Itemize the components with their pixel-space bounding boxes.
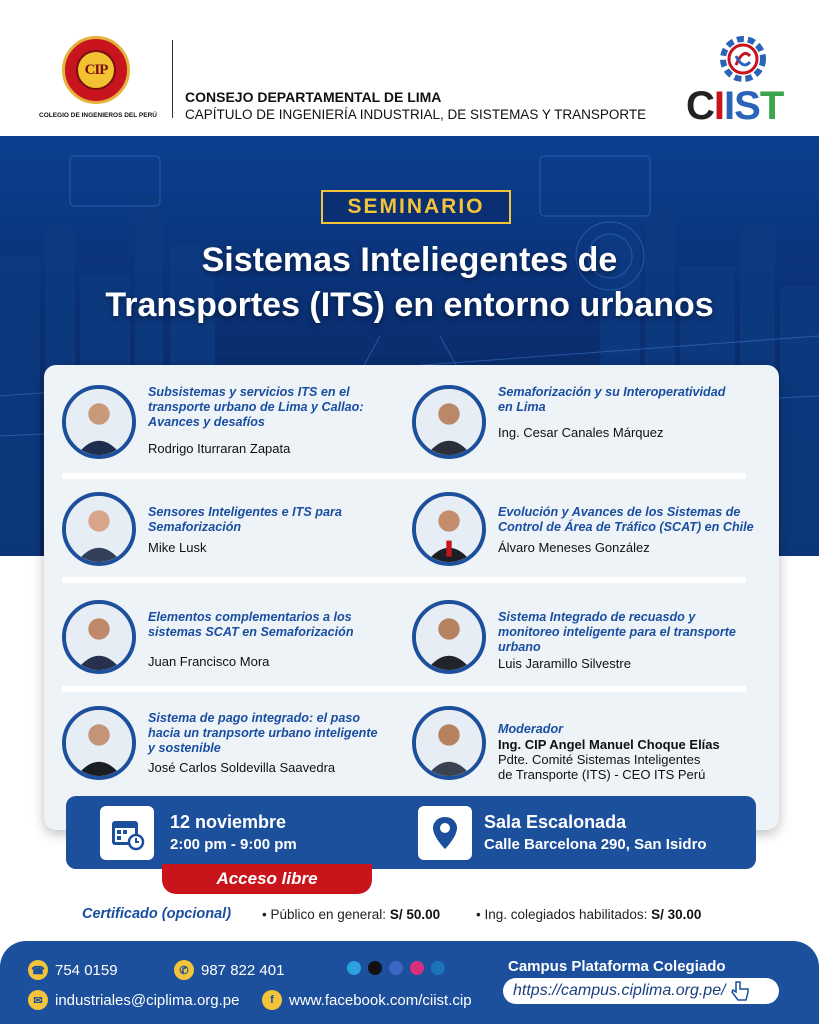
seal-text: CIP xyxy=(84,61,108,78)
divider xyxy=(172,40,173,118)
public-price-label: • Público en general: xyxy=(262,907,387,922)
speaker-photo xyxy=(62,385,136,459)
speaker-photo xyxy=(62,492,136,566)
facebook-icon[interactable] xyxy=(389,961,403,975)
speaker-name: Luis Jaramillo Silvestre xyxy=(498,656,631,671)
email-contact[interactable] xyxy=(28,990,239,1010)
speaker-card xyxy=(62,706,402,796)
talk-topic: Evolución y Avances de los Sistemas de Control de Área de Tráfico (SCAT) en Chile xyxy=(498,505,754,534)
telegram-icon[interactable] xyxy=(347,961,361,975)
instagram-icon[interactable] xyxy=(410,961,424,975)
speaker-name: José Carlos Soldevilla Saavedra xyxy=(148,760,336,775)
speaker-photo xyxy=(412,385,486,459)
phone-number: 754 0159 xyxy=(55,961,118,979)
moderator-role-line2: de Transporte (ITS) - CEO ITS Perú xyxy=(498,767,706,782)
speaker-photo xyxy=(412,492,486,566)
speaker-card xyxy=(412,492,752,582)
public-price xyxy=(262,907,440,922)
moderator-label: Moderador xyxy=(498,722,564,736)
moderator-role-line1: Pdte. Comité Sistemas Inteligentes xyxy=(498,752,701,767)
event-info-bar xyxy=(66,796,756,869)
speaker-name: Ing. Cesar Canales Márquez xyxy=(498,425,664,440)
talk-topic: Elementos complementarios a los sistemas SCAT en Semaforización xyxy=(148,610,354,639)
facebook-circle-icon: f xyxy=(262,990,282,1010)
venue-name: Sala Escalonada xyxy=(484,812,627,832)
public-price-value: S/ 50.00 xyxy=(389,907,441,922)
speaker-photo xyxy=(412,600,486,674)
seminar-badge: SEMINARIO xyxy=(321,190,511,224)
event-time: 2:00 pm - 9:00 pm xyxy=(170,836,297,853)
moderator-name: Ing. CIP Angel Manuel Choque Elías xyxy=(498,737,720,752)
speaker-card xyxy=(62,492,402,582)
facebook-url: www.facebook.com/ciist.cip xyxy=(289,991,472,1009)
talk-topic: Sistema de pago integrado: el paso hacia un tranpsorte urbano inteligente y sostenible xyxy=(148,711,378,755)
campus-link[interactable] xyxy=(503,978,779,1004)
tiktok-icon[interactable] xyxy=(368,961,382,975)
talk-topic: Subsistemas y servicios ITS en el transporte urbano de Lima y Callao: Avances y desafíos xyxy=(148,385,364,429)
speaker-card xyxy=(62,385,402,475)
free-access-badge: Acceso libre xyxy=(162,864,372,894)
cip-seal-logo xyxy=(62,36,130,104)
speaker-card xyxy=(412,600,752,690)
certificate-label: Certificado (opcional) xyxy=(82,906,232,922)
event-title xyxy=(0,238,819,328)
pointer-hand-icon xyxy=(730,980,750,1002)
calendar-icon xyxy=(100,806,154,860)
speaker-name: Rodrigo Iturraran Zapata xyxy=(148,441,291,456)
college-name: COLEGIO DE INGENIEROS DEL PERÚ xyxy=(39,112,157,119)
email-address: industriales@ciplima.org.pe xyxy=(55,991,240,1009)
speaker-name: Mike Lusk xyxy=(148,540,207,555)
ciist-logo: CIIST xyxy=(686,84,784,128)
title-line2: Transportes (ITS) en entorno urbanos xyxy=(105,286,714,324)
moderator-photo xyxy=(412,706,486,780)
campus-url: https://campus.ciplima.org.pe/ xyxy=(513,982,726,999)
phone-contact[interactable] xyxy=(28,960,118,980)
member-price-value: S/ 30.00 xyxy=(651,907,702,922)
campus-title: Campus Plataforma Colegiado xyxy=(508,958,726,975)
venue-address: Calle Barcelona 290, San Isidro xyxy=(484,836,707,853)
speaker-card xyxy=(412,385,752,475)
whatsapp-number: 987 822 401 xyxy=(201,961,285,979)
gear-icon xyxy=(716,32,770,86)
whatsapp-contact[interactable] xyxy=(174,960,284,980)
speaker-photo xyxy=(62,706,136,780)
linkedin-icon[interactable] xyxy=(431,961,445,975)
org-line2: CAPÍTULO DE INGENIERÍA INDUSTRIAL, DE SISTEMAS Y TRANSPORTE xyxy=(185,107,647,122)
speaker-card xyxy=(62,600,402,690)
talk-topic: Semaforización y su Interoperatividad en Lima xyxy=(498,385,726,414)
phone-icon: ☎ xyxy=(28,960,48,980)
title-line1: Sistemas Inteliegentes de xyxy=(201,241,618,279)
whatsapp-icon: ✆ xyxy=(174,960,194,980)
talk-topic: Sistema Integrado de recuasdo y monitoreo inteligente para el transporte urbano xyxy=(498,610,736,654)
talk-topic: Sensores Inteligentes e ITS para Semaforización xyxy=(148,505,342,534)
speaker-photo xyxy=(62,600,136,674)
member-price xyxy=(476,907,701,922)
location-pin-icon xyxy=(418,806,472,860)
event-date: 12 noviembre xyxy=(170,812,287,832)
speaker-name: Juan Francisco Mora xyxy=(148,654,270,669)
facebook-link[interactable] xyxy=(262,990,472,1010)
email-icon: ✉ xyxy=(28,990,48,1010)
speaker-name: Álvaro Meneses González xyxy=(498,540,650,555)
org-line1: CONSEJO DEPARTAMENTAL DE LIMA xyxy=(185,89,442,105)
header xyxy=(0,0,819,136)
moderator-card xyxy=(412,706,752,796)
member-price-label: • Ing. colegiados habilitados: xyxy=(476,907,648,922)
